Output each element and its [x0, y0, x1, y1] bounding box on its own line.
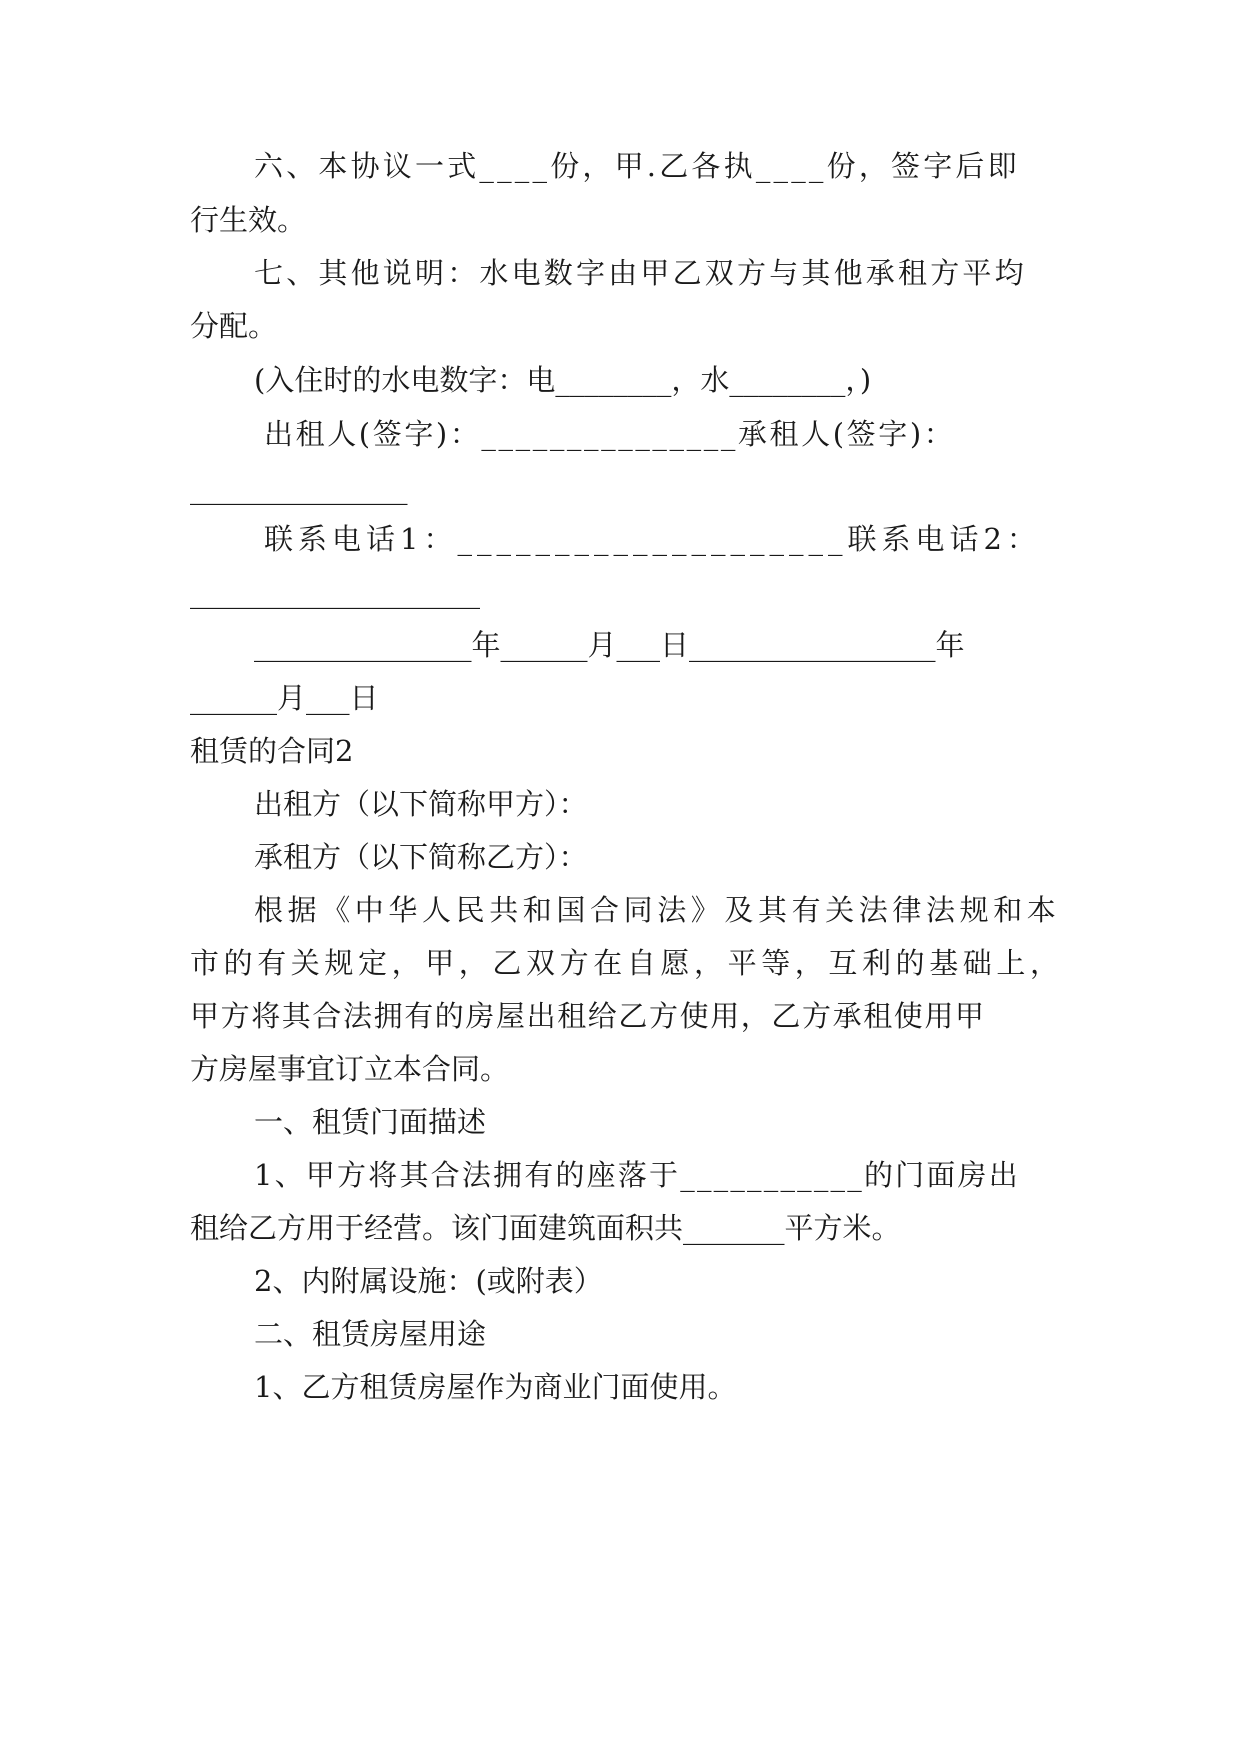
item-2-line: 2、内附属设施：(或附表）	[254, 1264, 603, 1298]
utility-readings-line: (入住时的水电数字：电________，水________，)	[254, 363, 872, 397]
item-1-line-2: 租给乙方用于经营。该门面建筑面积共_______平方米。	[190, 1211, 901, 1245]
phone-line: 联系电话1：____________________联系电话2：	[264, 522, 1041, 556]
usage-item-1-line: 1、乙方租赁房屋作为商业门面使用。	[254, 1370, 737, 1404]
clause-six-line-2: 行生效。	[190, 203, 307, 237]
preamble-line-2: 市的有关规定，甲，乙双方在自愿，平等，互利的基础上，	[190, 946, 1064, 980]
heading-two: 二、租赁房屋用途	[254, 1317, 487, 1351]
lessor-line: 出租方（以下简称甲方）：	[254, 787, 588, 821]
heading-one: 一、租赁门面描述	[254, 1105, 487, 1139]
signature-line: 出租人(签字)：_______________承租人(签字)：	[264, 417, 956, 451]
item-1-line-1: 1、甲方将其合法拥有的座落于___________的门面房出	[254, 1158, 1020, 1192]
preamble-line-1: 根据《中华人民共和国合同法》及其有关法律法规和本	[254, 893, 1061, 927]
date-line-1: _______________年______月___日_________________年	[254, 628, 965, 662]
signature-blank-line: _______________	[190, 471, 408, 505]
phone-blank-line: ____________________	[190, 575, 480, 609]
date-line-2: ______月___日	[190, 681, 379, 715]
preamble-line-4: 方房屋事宜订立本合同。	[190, 1052, 510, 1086]
lessee-line: 承租方（以下简称乙方）：	[254, 840, 588, 874]
clause-seven-line-1: 七、其他说明：水电数字由甲乙双方与其他承租方平均	[254, 256, 1027, 290]
section-title: 租赁的合同2	[190, 734, 354, 768]
preamble-line-3: 甲方将其合法拥有的房屋出租给乙方使用，乙方承租使用甲	[190, 999, 986, 1033]
clause-seven-line-2: 分配。	[190, 309, 278, 343]
clause-six-line-1: 六、本协议一式____份，甲.乙各执____份，签字后即	[254, 149, 1020, 183]
